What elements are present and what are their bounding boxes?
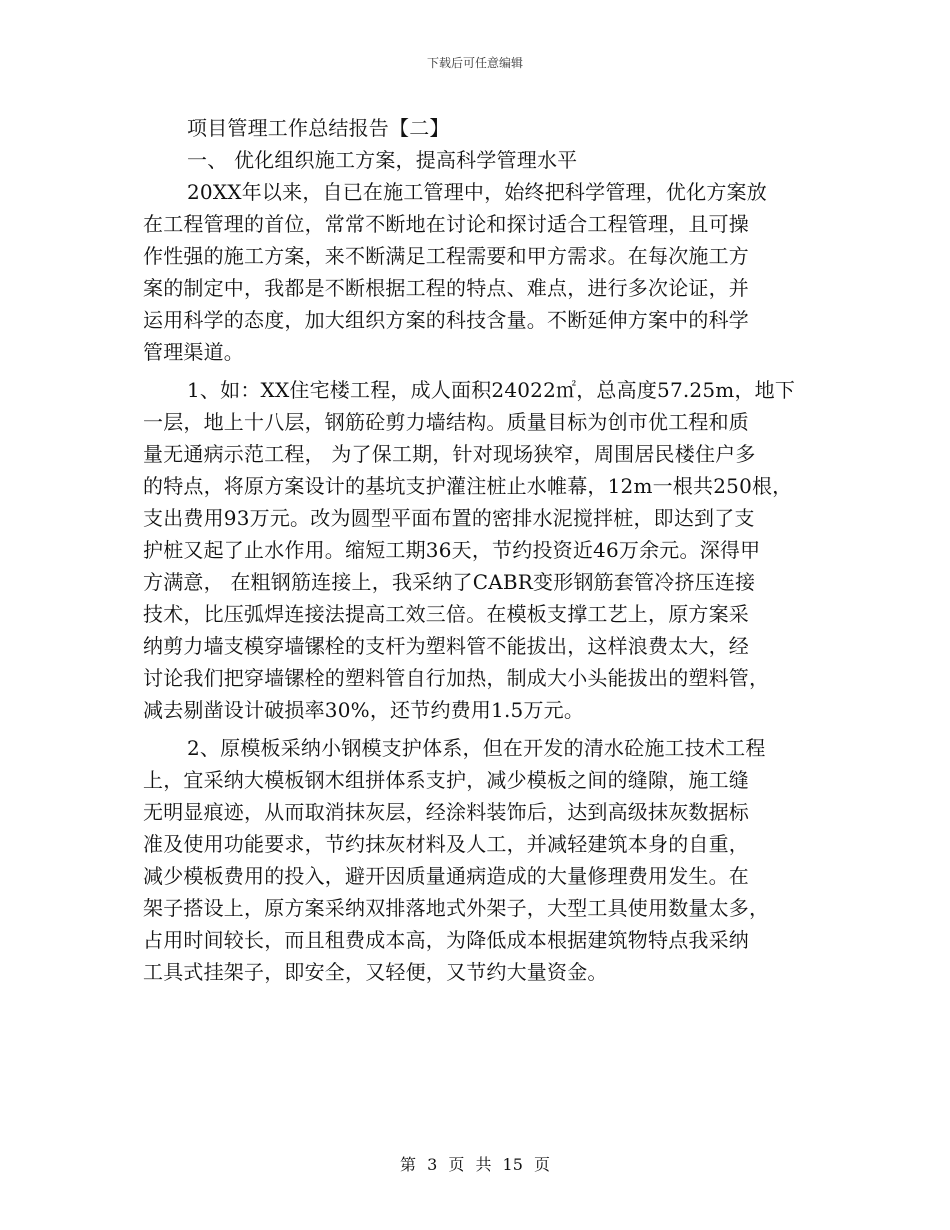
paragraph-line: 运用科学的态度，加大组织方案的科技含量。不断延伸方案中的科学	[143, 308, 749, 332]
paragraph-line: 架子搭设上，原方案采纳双排落地式外架子，大型工具使用数量太多，	[143, 896, 770, 920]
paragraph-line: 的特点，将原方案设计的基坑支护灌注桩止水帷幕，12m一根共250根，	[143, 474, 793, 498]
paragraph-line: 在工程管理的首位，常常不断地在讨论和探讨适合工程管理，且可操	[143, 212, 749, 236]
paragraph-line: 20XX年以来，自已在施工管理中，始终把科学管理，优化方案放	[187, 180, 767, 204]
paragraph-line: 纳剪力墙支模穿墙镙栓的支杆为塑料管不能拔出，这样浪费太大，经	[143, 634, 749, 658]
paragraph-line: 上，宜采纳大模板钢木组拼体系支护，减少模板之间的缝隙，施工缝	[143, 768, 749, 792]
paragraph-line: 2、原模板采纳小钢模支护体系，但在开发的清水砼施工技术工程	[187, 736, 766, 760]
paragraph-line: 减去剔凿设计破损率30%，还节约费用1.5万元。	[143, 698, 585, 722]
paragraph-line: 1、如：XX住宅楼工程，成人面积24022㎡，总高度57.25m，地下	[187, 378, 796, 402]
paragraph-line: 工具式挂架子，即安全，又轻便，又节约大量资金。	[143, 960, 608, 984]
paragraph-line: 无明显痕迹，从而取消抹灰层，经涂料装饰后，达到高级抹灰数据标	[143, 800, 749, 824]
document-body	[143, 112, 813, 988]
report-title: 项目管理工作总结报告【二】	[187, 116, 450, 140]
page-number-footer: 第 3 页 共 15 页	[400, 1155, 550, 1174]
paragraph-line: 占用时间较长，而且租费成本高，为降低成本根据建筑物特点我采纳	[143, 928, 749, 952]
paragraph-line: 作性强的施工方案，来不断满足工程需要和甲方需求。在每次施工方	[143, 244, 749, 268]
paragraph-line: 护桩又起了止水作用。缩短工期36天，节约投资近46万余元。深得甲	[143, 538, 761, 562]
paragraph-line: 管理渠道。	[143, 340, 244, 364]
paragraph-line: 技术，比压弧焊连接法提高工效三倍。在模板支撑工艺上，原方案采	[143, 602, 749, 626]
paragraph-line: 讨论我们把穿墙镙栓的塑料管自行加热，制成大小头能拔出的塑料管，	[143, 666, 770, 690]
page-header-note: 下载后可任意编辑	[426, 56, 523, 70]
paragraph-line: 减少模板费用的投入，避开因质量通病造成的大量修理费用发生。在	[143, 864, 749, 888]
paragraph-line: 准及使用功能要求，节约抹灰材料及人工，并减轻建筑本身的自重，	[143, 832, 749, 856]
section-heading: 一、 优化组织施工方案，提高科学管理水平	[187, 148, 578, 172]
paragraph-line: 量无通病示范工程， 为了保工期，针对现场狭窄，周围居民楼住户多	[143, 442, 756, 466]
paragraph-line: 一层，地上十八层，钢筋砼剪力墙结构。质量目标为创市优工程和质	[143, 410, 749, 434]
paragraph-line: 支出费用93万元。改为圆型平面布置的密排水泥搅拌桩，即达到了支	[143, 506, 755, 530]
paragraph-line: 方满意， 在粗钢筋连接上，我采纳了CABR变形钢筋套管冷挤压连接	[143, 570, 756, 594]
paragraph-line: 案的制定中，我都是不断根据工程的特点、难点，进行多次论证，并	[143, 276, 749, 300]
